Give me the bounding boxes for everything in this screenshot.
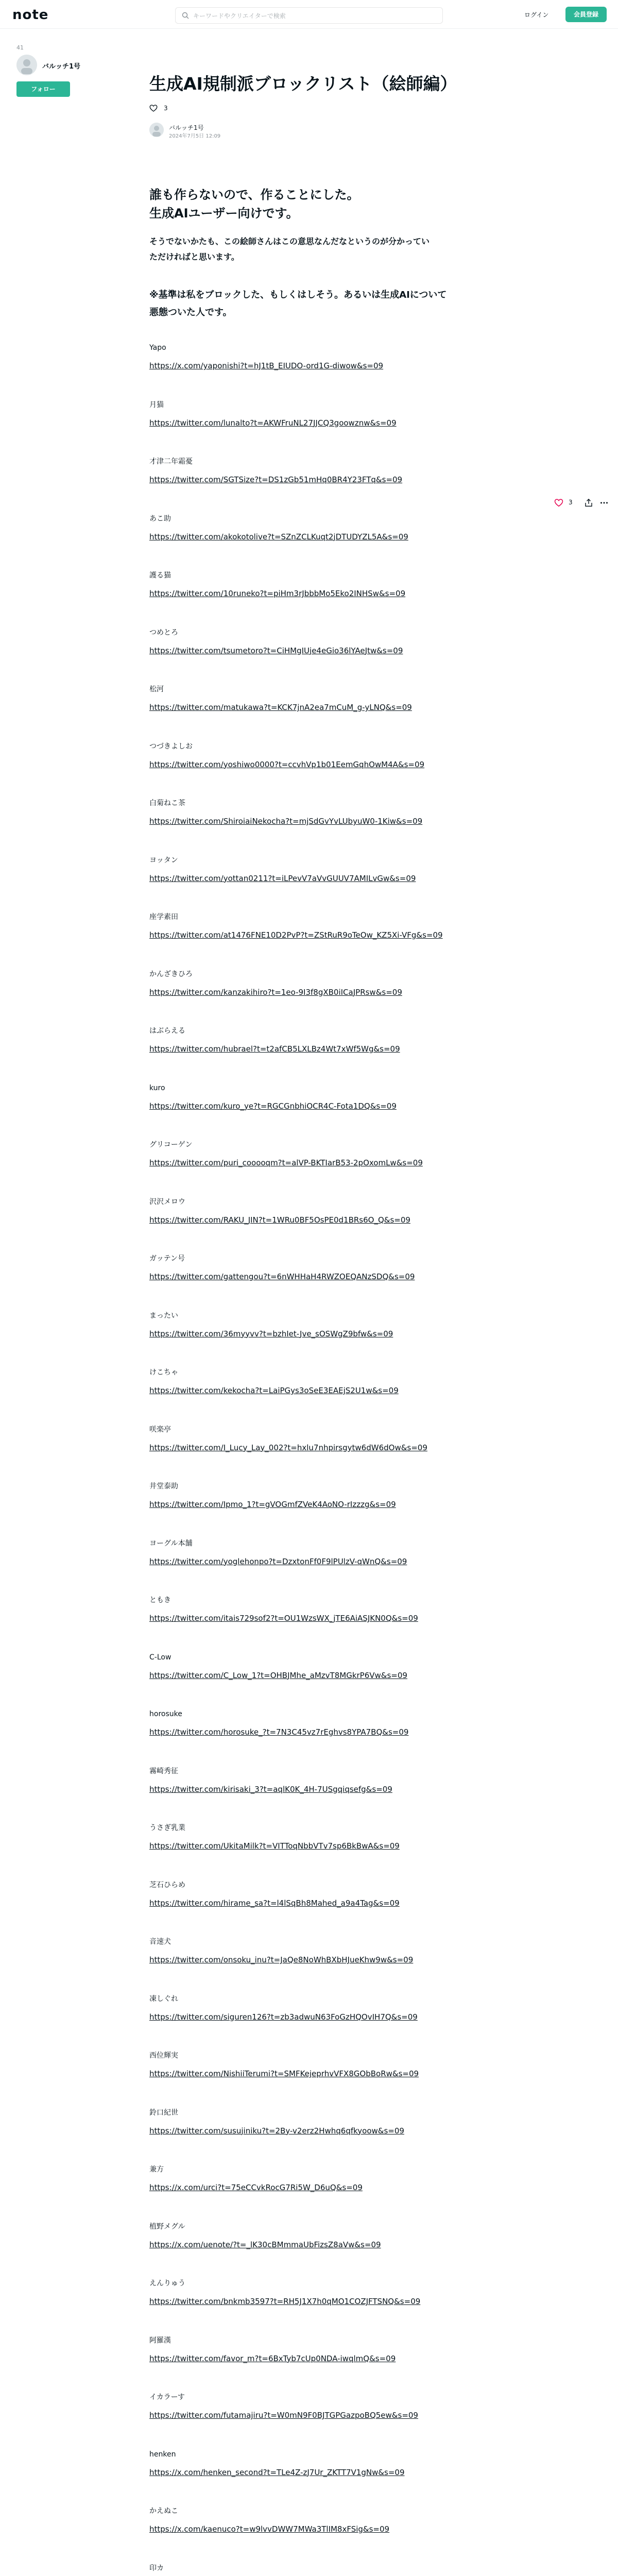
floating-action-bar (554, 496, 611, 510)
author-sidebar (16, 44, 99, 93)
entry-name: ともき (149, 1596, 171, 1604)
intro-heading-line: 誰も作らないので、作ることにした。 (149, 188, 359, 202)
entry-name: 植野メグル (149, 2222, 185, 2231)
entry-name: 松河 (149, 685, 164, 693)
entry-link[interactable]: https://twitter.com/tsumetoro?t=CiHMgIUje4eGio36lYAeJtw&s=09 (149, 646, 403, 655)
list-item (149, 2278, 505, 2335)
list-item (149, 741, 505, 798)
list-item (149, 969, 505, 1026)
list-item (149, 342, 505, 399)
entry-name: けこちゃ (149, 1368, 178, 1377)
byline-avatar[interactable] (149, 123, 164, 137)
entry-name: 兼方 (149, 2165, 164, 2174)
list-item (149, 2107, 505, 2164)
entry-name: henken (149, 2450, 176, 2459)
article-title: 生成AI規制派ブロックリスト（絵師編） (149, 74, 457, 94)
byline (149, 122, 505, 139)
entry-name: ヨッタン (149, 856, 178, 865)
entry-name: あこ助 (149, 514, 171, 523)
search-input[interactable] (193, 10, 435, 22)
list-item (149, 2449, 505, 2506)
list-item (149, 855, 505, 912)
list-item (149, 1082, 505, 1140)
entry-link[interactable]: https://twitter.com/hirame_sa?t=l4lSqBh8Mahed_a9a4Tag&s=09 (149, 1898, 400, 1908)
list-item (149, 2050, 505, 2107)
list-item (149, 2392, 505, 2449)
entry-name: horosuke (149, 1710, 182, 1718)
sidebar-small-label: 41 (16, 44, 24, 51)
entry-link[interactable]: https://x.com/uenote/?t=_lK30cBMmmaUbFizsZ8aVw&s=09 (149, 2240, 381, 2249)
entry-link[interactable]: https://twitter.com/at1476FNE10D2PvP?t=ZStRuR9oTeOw_KZ5Xi-VFg&s=09 (149, 930, 443, 940)
list-item (149, 1879, 505, 1937)
entry-link[interactable]: https://twitter.com/UkitaMilk?t=VITToqNbbVTv7sp6BkBwA&s=09 (149, 1841, 400, 1851)
list-item (149, 2335, 505, 2392)
list-item (149, 627, 505, 684)
entry-link[interactable]: https://twitter.com/C_Low_1?t=OHBJMhe_aMzvT8MGkrP6Vw&s=09 (149, 1670, 407, 1680)
author-name[interactable]: バルッチ1号 (42, 63, 81, 71)
entry-name: 霧崎秀征 (149, 1767, 178, 1775)
entry-link[interactable]: https://twitter.com/siguren126?t=zb3adwuN63FoGzHQOvIH7Q&s=09 (149, 2012, 418, 2022)
criteria-note-line: 悪態ついた人です。 (149, 307, 232, 318)
list-item (149, 1481, 505, 1538)
avatar-image-icon (149, 123, 164, 137)
entry-name: kuro (149, 1083, 165, 1092)
entry-name: かえぬこ (149, 2507, 178, 2515)
entry-name: 座学素田 (149, 913, 178, 921)
heart-icon[interactable] (149, 104, 158, 112)
entry-name: グリコーゲン (149, 1141, 193, 1149)
entry-link[interactable]: https://twitter.com/gattengou?t=6nWHHaH4RWZOEQANzSDQ&s=09 (149, 1272, 415, 1281)
list-item (149, 1708, 505, 1766)
entry-name: イカラーす (149, 2393, 185, 2401)
login-link[interactable]: ログイン (524, 11, 549, 19)
entry-link[interactable]: https://x.com/urci?t=75eCCvkRocG7Ri5W_D6uQ&s=09 (149, 2183, 363, 2192)
list-item (149, 1139, 505, 1196)
entry-link[interactable]: https://x.com/henken_second?t=TLe4Z-zJ7Ur_ZKTT7V1gNw&s=09 (149, 2467, 405, 2477)
entry-link[interactable]: https://twitter.com/favor_m?t=6BxTyb7cUp0NDA-iwqlmQ&s=09 (149, 2353, 396, 2363)
list-item (149, 513, 505, 570)
signup-button[interactable]: 会員登録 (565, 7, 607, 22)
entry-link[interactable]: https://twitter.com/itais729sof2?t=OU1WzsWX_jTE6AiASJKN0Q&s=09 (149, 1614, 418, 1623)
entry-link[interactable]: https://twitter.com/susujiniku?t=2By-v2erz2Hwhq6qfkyoow&s=09 (149, 2126, 404, 2136)
list-item (149, 2221, 505, 2278)
search-icon (182, 12, 189, 19)
entry-name: ガッテン号 (149, 1255, 185, 1263)
list-item (149, 1196, 505, 1253)
entry-name: 月猫 (149, 400, 164, 409)
list-item (149, 1424, 505, 1481)
entry-link[interactable]: https://twitter.com/futamajiru?t=W0mN9F0BJTGPGazpoBQ5ew&s=09 (149, 2411, 418, 2420)
entry-link[interactable]: https://twitter.com/NishiiTerumi?t=SMFKejeprhvVFX8GObBoRw&s=09 (149, 2069, 419, 2078)
list-item (149, 2505, 505, 2563)
entry-name: 西位輝実 (149, 2052, 178, 2060)
entry-name: うさぎ乳業 (149, 1824, 185, 1832)
entry-link[interactable]: https://twitter.com/RAKU_JIN?t=1WRu0BF5OsPE0d1BRs6O_Q&s=09 (149, 1215, 410, 1225)
entry-link[interactable]: https://twitter.com/yottan0211?t=iLPevV7aVvGUUV7AMILvGw&s=09 (149, 873, 416, 883)
entry-name: 音速犬 (149, 1938, 171, 1946)
avatar-image-icon (16, 55, 37, 75)
entry-link[interactable]: https://twitter.com/bnkmb3597?t=RH5J1X7h0qMO1COZJFTSNQ&s=09 (149, 2297, 421, 2306)
list-item (149, 1310, 505, 1367)
entry-link[interactable]: https://twitter.com/horosuke_?t=7N3C45vz7rEghvs8YPA7BQ&s=09 (149, 1727, 409, 1737)
list-item (149, 1993, 505, 2050)
article (149, 72, 505, 2576)
entry-link[interactable]: https://twitter.com/36myyvv?t=bzhIet-Jve_sOSWgZ9bfw&s=09 (149, 1329, 393, 1338)
byline-author-name[interactable]: バルッチ1号 (169, 124, 204, 131)
entry-name: 才津二年霜憂 (149, 457, 193, 466)
entry-name: 阿羅漢 (149, 2336, 171, 2345)
entry-name: C-Low (149, 1653, 171, 1662)
list-item (149, 2563, 505, 2576)
list-item (149, 1936, 505, 1993)
intro-heading-line: 生成AIユーザー向けです。 (149, 206, 299, 221)
entry-link[interactable]: https://twitter.com/onsoku_inu?t=JaQe8NoWhBXbHJueKhw9w&s=09 (149, 1955, 414, 1964)
intro-body (149, 234, 505, 265)
entry-link[interactable]: https://twitter.com/kekocha?t=LaiPGys3oSeE3EAEjS2U1w&s=09 (149, 1386, 399, 1395)
list-item (149, 1595, 505, 1652)
entry-link[interactable]: https://twitter.com/lunalto?t=AKWFruNL27JJCQ3goowznw&s=09 (149, 418, 397, 428)
list-item (149, 1253, 505, 1310)
entry-name: はぶらえる (149, 1027, 185, 1035)
list-item (149, 1367, 505, 1424)
entry-name: 印カ (149, 2564, 164, 2572)
entry-link[interactable]: https://twitter.com/kirisaki_3?t=aqlK0K_4H-7USgqiqsefg&s=09 (149, 1784, 392, 1794)
entry-link[interactable]: https://twitter.com/puri_cooooqm?t=alVP-BKTIarB53-2pOxomLw&s=09 (149, 1158, 423, 1167)
entry-name: つづきよしお (149, 742, 193, 751)
entry-link[interactable]: https://x.com/kaenuco?t=w9lvvDWW7MWa3TlIM8xFSig&s=09 (149, 2524, 390, 2534)
like-count: 3 (164, 105, 168, 112)
list-item (149, 684, 505, 741)
entry-link[interactable]: https://twitter.com/matukawa?t=KCK7jnA2ea7mCuM_g-yLNQ&s=09 (149, 703, 412, 712)
entry-link[interactable]: https://twitter.com/hubrael?t=t2afCB5LXLBz4Wt7xWf5Wg&s=09 (149, 1044, 400, 1054)
list-item (149, 1766, 505, 1823)
site-header (0, 0, 618, 29)
entry-name: ヨーグル本舗 (149, 1539, 193, 1548)
blocklist-entries (149, 342, 505, 2576)
entry-name: 咲楽亭 (149, 1425, 171, 1434)
entry-link[interactable]: https://twitter.com/kanzakihiro?t=1eo-9I3f8gXB0iICaJPRsw&s=09 (149, 987, 402, 997)
entry-link[interactable]: https://twitter.com/Ipmo_1?t=gVOGmfZVeK4AoNO-rIzzzg&s=09 (149, 1500, 396, 1509)
author-avatar[interactable] (16, 55, 37, 75)
entry-name: 凍しぐれ (149, 1994, 178, 2003)
follow-button[interactable]: フォロー (16, 81, 70, 97)
entry-link[interactable]: https://twitter.com/yoglehonpo?t=DzxtonFf0F9lPUlzV-qWnQ&s=09 (149, 1556, 407, 1566)
search-box[interactable] (175, 7, 443, 24)
entry-name: 芝石ひらめ (149, 1880, 185, 1889)
list-item (149, 1822, 505, 1879)
list-item (149, 911, 505, 969)
entry-link[interactable]: https://x.com/yaponishi?t=hJ1tB_EIUDO-ord1G-diwow&s=09 (149, 361, 384, 370)
heart-icon[interactable] (554, 498, 563, 507)
entry-link[interactable]: https://twitter.com/kuro_ye?t=RGCGnbhiOCR4C-Fota1DQ&s=09 (149, 1101, 397, 1111)
entry-link[interactable]: https://twitter.com/10runeko?t=piHm3rJbbbMo5Eko2INHSw&s=09 (149, 589, 406, 598)
criteria-note (149, 286, 505, 321)
list-item (149, 798, 505, 855)
publish-date: 2024年7月5日 12:09 (169, 133, 221, 139)
more-options-icon[interactable] (599, 498, 609, 507)
list-item (149, 1025, 505, 1082)
entry-link[interactable]: https://twitter.com/akokotolive?t=SZnZCLKuqt2jDTUDYZL5A&s=09 (149, 532, 408, 541)
list-item (149, 2164, 505, 2221)
list-item (149, 456, 505, 513)
entry-name: Yapo (149, 344, 166, 352)
entry-link[interactable]: https://twitter.com/I_Lucy_Lay_002?t=hxlu7nhpirsgytw6dW6dOw&s=09 (149, 1443, 427, 1452)
note-logo[interactable]: note (12, 7, 49, 23)
entry-link[interactable]: https://twitter.com/SGTSize?t=DS1zGb51mHq0BR4Y23FTq&s=09 (149, 475, 403, 484)
entry-name: 鈴口紀世 (149, 2108, 178, 2117)
intro-body-line: ただければと思います。 (149, 252, 239, 262)
entry-name: かんざきひろ (149, 970, 193, 978)
floating-like-count: 3 (569, 499, 573, 506)
share-icon[interactable] (584, 498, 593, 507)
list-item (149, 1538, 505, 1595)
entry-name: まったい (149, 1311, 178, 1320)
entry-name: 白菊ねこ茶 (149, 799, 185, 807)
article-meta (149, 103, 505, 113)
list-item (149, 570, 505, 627)
intro-heading (149, 185, 505, 223)
entry-name: 沢沢メロウ (149, 1197, 185, 1206)
entry-name: 井堂泰助 (149, 1482, 178, 1490)
entry-link[interactable]: https://twitter.com/yoshiwo0000?t=ccvhVp1b01EemGqhOwM4A&s=09 (149, 759, 425, 769)
intro-body-line: そうでないかたも、この絵師さんはこの意思なんだなというのが分かってい (149, 236, 430, 246)
criteria-note-line: ※基準は私をブロックした、もしくはしそう。あるいは生成AIについて (149, 290, 447, 300)
entry-name: 護る猫 (149, 571, 171, 580)
entry-link[interactable]: https://twitter.com/ShiroiaiNekocha?t=mjSdGvYvLUbyuW0-1Kiw&s=09 (149, 817, 423, 826)
entry-name: えんりゅう (149, 2279, 185, 2287)
list-item (149, 399, 505, 456)
list-item (149, 1652, 505, 1709)
entry-name: つめとろ (149, 628, 178, 637)
